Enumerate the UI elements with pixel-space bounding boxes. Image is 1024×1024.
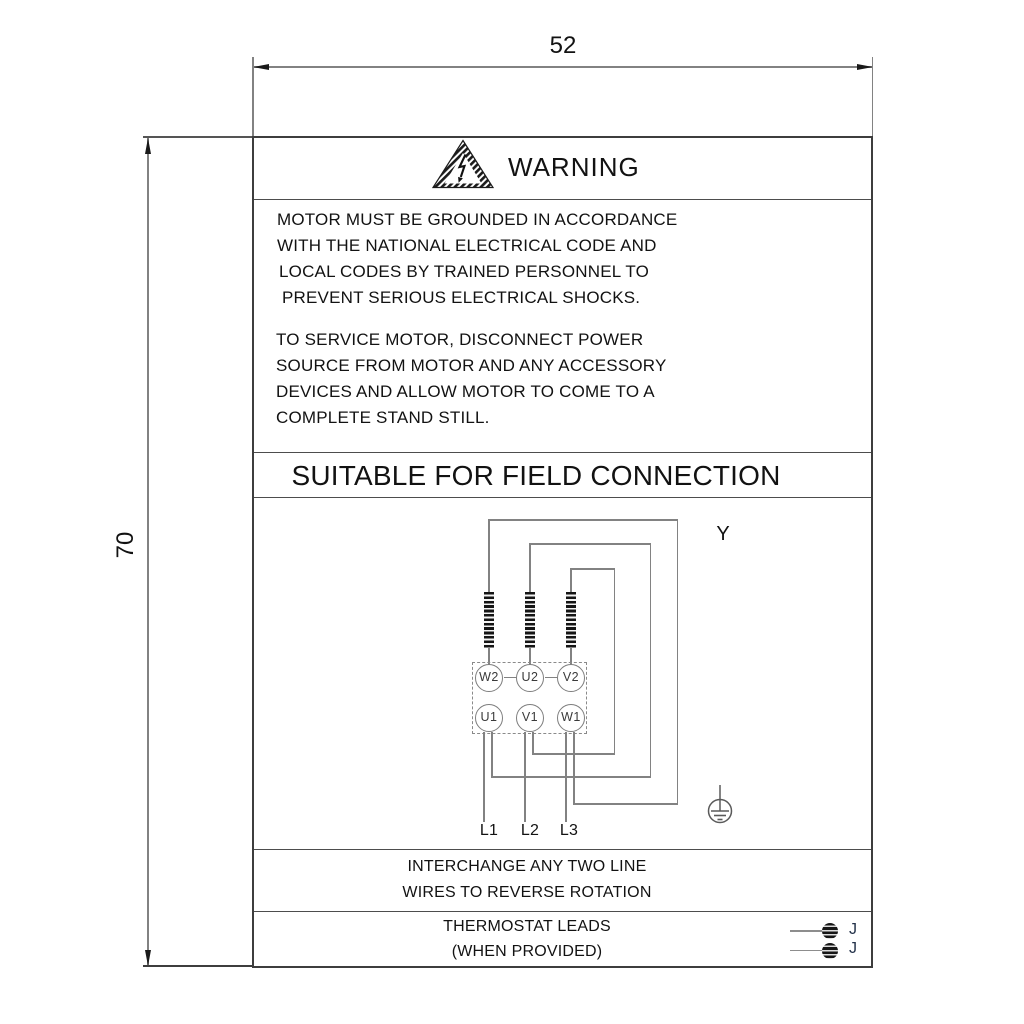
wire-w-right bbox=[677, 519, 679, 805]
section-divider bbox=[254, 497, 871, 499]
field-connection-title: SUITABLE FOR FIELD CONNECTION bbox=[291, 460, 781, 491]
terminal-u2: U2 bbox=[516, 664, 544, 692]
terminal-v1: V1 bbox=[516, 704, 544, 732]
thermostat-lead-wire bbox=[790, 950, 822, 952]
wire-u-top bbox=[529, 543, 651, 545]
star-bridge-link bbox=[545, 677, 558, 679]
warning-text-line: DEVICES AND ALLOW MOTOR TO COME TO A bbox=[276, 382, 655, 401]
high-voltage-warning-icon bbox=[430, 138, 496, 191]
thermostat-lead-label: J bbox=[849, 940, 857, 957]
wire-v-right bbox=[614, 568, 616, 755]
wire-v1-return bbox=[532, 732, 534, 754]
warning-text-line: COMPLETE STAND STILL. bbox=[276, 408, 490, 427]
dim-height-arrow-bottom bbox=[145, 950, 151, 966]
thermostat-lead-connector-icon bbox=[822, 943, 838, 959]
dim-extension-line-right bbox=[872, 57, 874, 137]
dim-height-line bbox=[147, 138, 149, 966]
wire-w-top bbox=[488, 519, 678, 521]
rotation-note-line: INTERCHANGE ANY TWO LINE bbox=[407, 858, 647, 875]
motor-winding-coil-w bbox=[484, 592, 494, 648]
motor-warning-label bbox=[252, 136, 873, 968]
wire-w-up bbox=[488, 519, 490, 593]
warning-text-line: WITH THE NATIONAL ELECTRICAL CODE AND bbox=[277, 236, 657, 255]
warning-title: WARNING bbox=[508, 152, 640, 182]
wire-u1-line bbox=[483, 732, 485, 822]
wire-u-bottom bbox=[491, 776, 651, 778]
line-lead-l2: L2 bbox=[520, 822, 540, 839]
warning-text-line: PREVENT SERIOUS ELECTRICAL SHOCKS. bbox=[282, 288, 641, 307]
wire-w1-line bbox=[565, 732, 567, 822]
wire-v1-line bbox=[524, 732, 526, 822]
motor-winding-coil-u bbox=[525, 592, 535, 648]
dim-extension-line-top bbox=[143, 136, 253, 138]
section-divider bbox=[254, 452, 871, 454]
terminal-w1: W1 bbox=[557, 704, 585, 732]
thermostat-lead-connector-icon bbox=[822, 923, 838, 939]
section-divider bbox=[254, 849, 871, 851]
dim-width-value: 52 bbox=[549, 32, 577, 59]
motor-winding-coil-v bbox=[566, 592, 576, 648]
star-connection-label: Y bbox=[716, 523, 730, 545]
terminal-v2: V2 bbox=[557, 664, 585, 692]
wire-w-bottom bbox=[573, 803, 678, 805]
wire-u-right bbox=[650, 543, 652, 778]
dim-height-value: 70 bbox=[112, 531, 139, 559]
warning-text-line: MOTOR MUST BE GROUNDED IN ACCORDANCE bbox=[277, 210, 678, 229]
thermostat-lead-wire bbox=[790, 930, 822, 932]
thermostat-line: THERMOSTAT LEADS bbox=[443, 918, 611, 935]
dim-extension-line-bottom bbox=[143, 965, 253, 967]
dim-extension-line-left bbox=[252, 57, 254, 137]
wire-w1-return bbox=[573, 732, 575, 804]
thermostat-lead-label: J bbox=[849, 921, 857, 938]
rotation-note-line: WIRES TO REVERSE ROTATION bbox=[402, 884, 652, 901]
earth-ground-icon bbox=[703, 783, 737, 825]
section-divider bbox=[254, 199, 871, 201]
dim-width-line bbox=[253, 66, 873, 68]
section-divider bbox=[254, 911, 871, 913]
wire-v-top bbox=[570, 568, 615, 570]
star-bridge-link bbox=[504, 677, 517, 679]
thermostat-line: (WHEN PROVIDED) bbox=[451, 943, 603, 960]
line-lead-l3: L3 bbox=[559, 822, 579, 839]
dim-height-arrow-top bbox=[145, 138, 151, 154]
wire-u1-return bbox=[491, 732, 493, 777]
terminal-w2: W2 bbox=[475, 664, 503, 692]
wire-v-up bbox=[570, 568, 572, 593]
dim-width-arrow-left bbox=[253, 64, 269, 70]
warning-text-line: LOCAL CODES BY TRAINED PERSONNEL TO bbox=[279, 262, 650, 281]
terminal-u1: U1 bbox=[475, 704, 503, 732]
wire-u-up bbox=[529, 543, 531, 593]
line-lead-l1: L1 bbox=[479, 822, 499, 839]
warning-text-line: SOURCE FROM MOTOR AND ANY ACCESSORY bbox=[276, 356, 667, 375]
warning-text-line: TO SERVICE MOTOR, DISCONNECT POWER bbox=[276, 330, 644, 349]
